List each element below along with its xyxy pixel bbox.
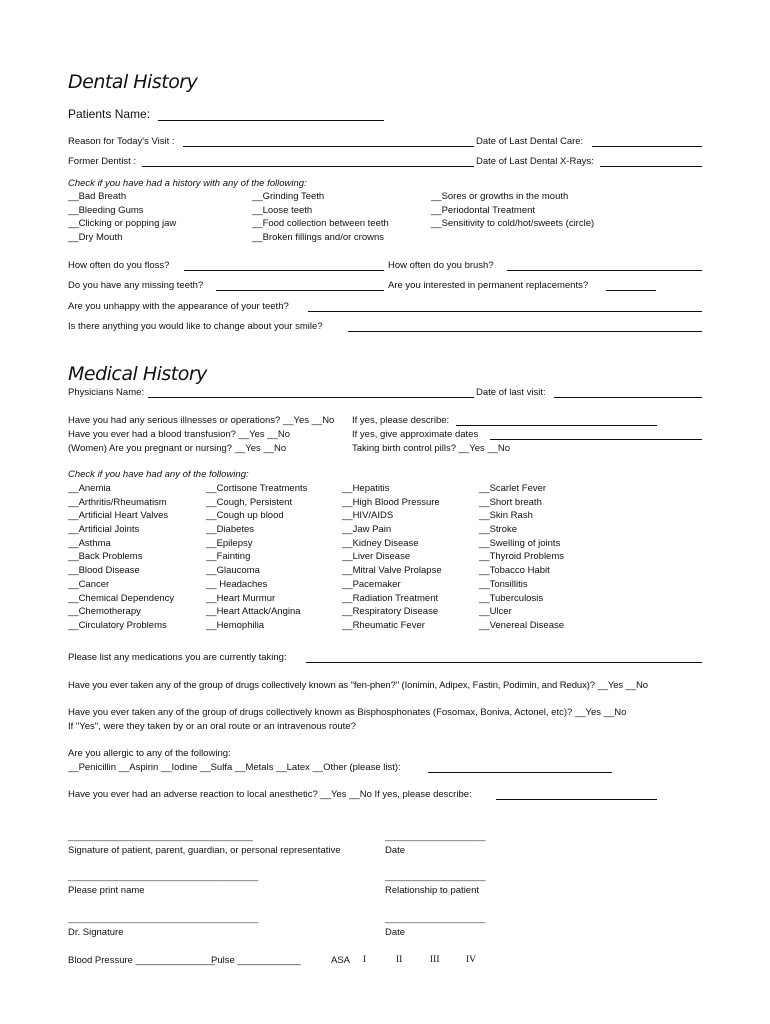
checklist-item[interactable]: __Food collection between teeth: [252, 218, 389, 230]
allergic-label: Are you allergic to any of the following:: [68, 748, 231, 759]
checklist-item[interactable]: __Cancer: [68, 578, 110, 590]
medical-history-title: Medical History: [68, 363, 207, 385]
patients-name-field[interactable]: [158, 120, 384, 121]
checklist-item[interactable]: __High Blood Pressure: [342, 496, 440, 508]
patients-name-label: Patients Name:: [68, 107, 151, 121]
checklist-item[interactable]: __Pacemaker: [342, 578, 401, 590]
dental-col-1: [68, 190, 176, 245]
medical-col-1: [68, 482, 174, 633]
last-care-label: Date of Last Dental Care:: [476, 136, 584, 147]
q-transfusion: Have you ever had a blood transfusion? __Yes __No: [68, 429, 290, 440]
checklist-item[interactable]: __Ulcer: [479, 606, 512, 618]
former-dentist-label: Former Dentist :: [68, 156, 137, 167]
medical-col-4: [479, 482, 564, 633]
dr-date-label: Date: [385, 927, 406, 938]
medical-check-heading: Check if you have had any of the following:: [68, 469, 249, 480]
signature-date-label: Date: [385, 845, 406, 856]
dental-history-title: Dental History: [68, 71, 198, 93]
checklist-item[interactable]: __Asthma: [68, 537, 111, 549]
q-pregnant: (Women) Are you pregnant or nursing? __Yes __No: [68, 443, 287, 454]
checklist-item[interactable]: __Rheumatic Fever: [342, 619, 425, 631]
pulse[interactable]: Pulse ____________: [211, 955, 301, 966]
permanent-field[interactable]: [606, 290, 656, 291]
q-birth-control: Taking birth control pills? __Yes __No: [352, 443, 511, 454]
q-bisphosphonates: Have you ever taken any of the group of drugs collectively known as Bisphosphonates (Fosomax, Boniva, Actonel, etc)? __Yes __No: [68, 707, 627, 718]
change-smile-label: Is there anything you would like to change about your smile?: [68, 321, 323, 332]
checklist-item[interactable]: __Thyroid Problems: [479, 551, 565, 563]
checklist-item[interactable]: __Jaw Pain: [342, 524, 392, 536]
medications-label: Please list any medications you are currently taking:: [68, 652, 287, 663]
checklist-item[interactable]: __Liver Disease: [342, 551, 411, 563]
checklist-item[interactable]: __ Headaches: [206, 578, 268, 590]
dental-check-heading: Check if you have had a history with any of the following:: [68, 178, 307, 189]
checklist-item[interactable]: __Tobacco Habit: [479, 565, 550, 577]
checklist-item[interactable]: __Bad Breath: [68, 191, 127, 202]
dental-col-2: [252, 190, 389, 245]
allergy-options: __Penicillin __Aspirin __Iodine __Sulfa __Metals __Latex __Other (please list):: [68, 762, 401, 773]
checklist-item[interactable]: __Respiratory Disease: [342, 606, 439, 618]
asa-class-ii[interactable]: II: [396, 955, 403, 965]
checklist-item[interactable]: __Hemophilia: [206, 619, 265, 631]
q-bisphosphonates-route: If "Yes", were they taken by or an oral route or an intravenous route?: [68, 721, 356, 732]
print-name-line[interactable]: ____________________________________: [68, 871, 259, 882]
checklist-item[interactable]: __Hepatitis: [342, 483, 390, 494]
former-dentist-field[interactable]: [142, 166, 474, 167]
checklist-item[interactable]: __Anemia: [68, 483, 111, 494]
asa-class-iv[interactable]: IV: [466, 955, 477, 965]
checklist-item[interactable]: __Artificial Joints: [68, 524, 140, 536]
checklist-item[interactable]: __Arthritis/Rheumatism: [68, 496, 167, 508]
checklist-item[interactable]: __Clicking or popping jaw: [68, 218, 177, 230]
checklist-item[interactable]: __Venereal Disease: [479, 619, 565, 631]
checklist-item[interactable]: __Cough up blood: [206, 510, 284, 522]
q-anesthetic: Have you ever had an adverse reaction to local anesthetic? __Yes __No If yes, please describe:: [68, 789, 472, 800]
checklist-item[interactable]: __Bleeding Gums: [68, 204, 144, 216]
last-care-field[interactable]: [592, 146, 702, 147]
floss-field[interactable]: [184, 270, 384, 271]
unhappy-field[interactable]: [308, 311, 702, 312]
print-name-label: Please print name: [68, 885, 145, 896]
missing-teeth-field[interactable]: [216, 290, 384, 291]
q-fenphen: Have you ever taken any of the group of drugs collectively known as "fen-phen?" (Ionimin, Adipex, Fastin, Podimin, and Redux)? __Yes __No: [68, 680, 648, 691]
checklist-item[interactable]: __Stroke: [479, 524, 518, 536]
checklist-item[interactable]: __Cough, Persistent: [206, 496, 293, 508]
checklist-item[interactable]: __Sensitivity to cold/hot/sweets (circle): [431, 218, 595, 230]
last-visit-field[interactable]: [554, 397, 702, 398]
last-xrays-label: Date of Last Dental X-Rays:: [476, 156, 594, 167]
checklist-item[interactable]: __Diabetes: [206, 524, 255, 536]
checklist-item[interactable]: __Short breath: [479, 496, 542, 508]
transfusion-date-field[interactable]: [490, 439, 702, 440]
checklist-item[interactable]: __Glaucoma: [206, 565, 260, 577]
dental-col-3: [431, 190, 594, 231]
checklist-item[interactable]: __Circulatory Problems: [68, 619, 167, 631]
last-xrays-field[interactable]: [600, 166, 702, 167]
checklist-item[interactable]: __Swelling of joints: [479, 537, 561, 549]
medical-col-2: [206, 482, 307, 633]
checklist-item[interactable]: __Tonsillitis: [479, 578, 528, 590]
dr-signature-label: Dr. Signature: [68, 927, 124, 938]
checklist-item[interactable]: __Periodontal Treatment: [431, 204, 536, 216]
checklist-item[interactable]: __Back Problems: [68, 551, 143, 563]
checklist-item[interactable]: __Kidney Disease: [342, 537, 419, 549]
missing-teeth-label: Do you have any missing teeth?: [68, 280, 204, 291]
medical-col-3: [342, 482, 442, 633]
allergy-other-field[interactable]: [428, 772, 612, 773]
checklist-item[interactable]: __Heart Murmur: [206, 592, 276, 604]
checklist-item[interactable]: __Sores or growths in the mouth: [431, 191, 569, 202]
floss-label: How often do you floss?: [68, 260, 170, 271]
q-transfusion-date: If yes, give approximate dates: [352, 429, 479, 440]
checklist-item[interactable]: __Dry Mouth: [68, 232, 123, 244]
reason-field[interactable]: [183, 146, 474, 147]
medications-field[interactable]: [306, 662, 702, 663]
asa-class-i[interactable]: I: [363, 955, 367, 965]
checklist-item[interactable]: __Loose teeth: [252, 204, 313, 216]
last-visit-label: Date of last visit:: [476, 387, 546, 398]
checklist-item[interactable]: __Chemical Dependency: [68, 592, 175, 604]
checklist-item[interactable]: __Broken fillings and/or crowns: [252, 232, 385, 244]
permanent-label: Are you interested in permanent replacements?: [388, 280, 589, 291]
q-illness-describe: If yes, please describe:: [352, 415, 450, 426]
dr-date-line[interactable]: ___________________: [385, 913, 486, 924]
illness-describe-field[interactable]: [456, 425, 657, 426]
checklist-item[interactable]: __Scarlet Fever: [479, 483, 547, 494]
anesthetic-describe-field[interactable]: [496, 799, 657, 800]
checklist-item[interactable]: __Blood Disease: [68, 565, 140, 577]
signature-line[interactable]: ___________________________________: [68, 831, 253, 842]
relationship-line[interactable]: ___________________: [385, 871, 486, 882]
checklist-item[interactable]: __Heart Attack/Angina: [206, 606, 301, 618]
q-illness: Have you had any serious illnesses or operations? __Yes __No: [68, 415, 335, 426]
change-smile-field[interactable]: [348, 331, 702, 332]
checklist-item[interactable]: __Grinding Teeth: [252, 191, 325, 202]
physicians-label: Physicians Name:: [68, 387, 145, 398]
checklist-item[interactable]: __Cortisone Treatments: [206, 483, 308, 494]
checklist-item[interactable]: __HIV/AIDS: [342, 510, 394, 522]
signature-label: Signature of patient, parent, guardian, or personal representative: [68, 845, 341, 856]
brush-field[interactable]: [507, 270, 702, 271]
checklist-item[interactable]: __Tuberculosis: [479, 592, 544, 604]
checklist-item[interactable]: __Radiation Treatment: [342, 592, 439, 604]
checklist-item[interactable]: __Epilepsy: [206, 537, 253, 549]
checklist-item[interactable]: __Chemotherapy: [68, 606, 141, 618]
asa-label: ASA: [331, 955, 351, 966]
brush-label: How often do you brush?: [388, 260, 494, 271]
physicians-field[interactable]: [148, 397, 474, 398]
relationship-label: Relationship to patient: [385, 885, 480, 896]
checklist-item[interactable]: __Skin Rash: [479, 510, 533, 522]
asa-class-iii[interactable]: III: [430, 955, 440, 965]
checklist-item[interactable]: __Fainting: [206, 551, 251, 563]
dr-signature-line[interactable]: ____________________________________: [68, 913, 259, 924]
signature-date-line[interactable]: ___________________: [385, 831, 486, 842]
reason-label: Reason for Today's Visit :: [68, 136, 175, 147]
unhappy-label: Are you unhappy with the appearance of your teeth?: [68, 301, 289, 312]
checklist-item[interactable]: __Mitral Valve Prolapse: [342, 565, 442, 577]
checklist-item[interactable]: __Artificial Heart Valves: [68, 510, 169, 522]
blood-pressure[interactable]: Blood Pressure _______________: [68, 955, 215, 966]
